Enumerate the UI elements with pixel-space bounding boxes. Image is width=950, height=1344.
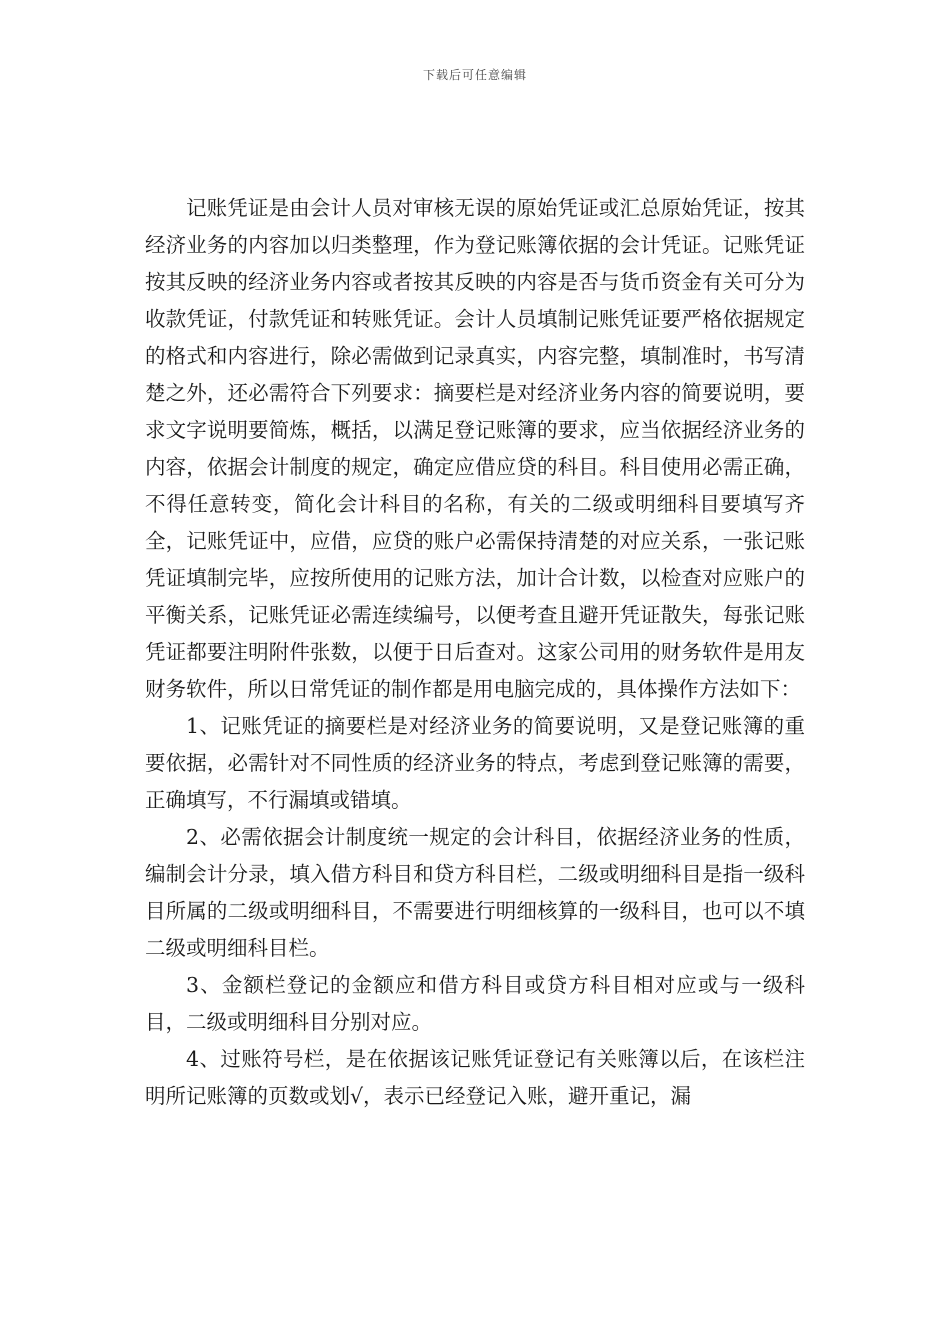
page-header: 下载后可任意编辑 xyxy=(422,68,527,82)
paragraph-intro: 记账凭证是由会计人员对审核无误的原始凭证或汇总原始凭证，按其经济业务的内容加以归类整理，作为登记账簿依据的会计凭证。记账凭证按其反映的经济业务内容或者按其反映的内容是否与货币资金有关可分为收款凭证，付款凭证和转账凭证。会计人员填制记账凭证要严格依据规定的格式和内容进行，除必需做到记录真实，内容完整，填制准时，书写清楚之外，还必需符合下列要求：摘要栏是对经济业务内容的简要说明，要求文字说明要简炼，概括，以满足登记账簿的要求，应当依据经济业务的内容，依据会计制度的规定，确定应借应贷的科目。科目使用必需正确，不得任意转变，简化会计科目的名称，有关的二级或明细科目要填写齐全，记账凭证中，应借，应贷的账户必需保持清楚的对应关系，一张记账凭证填制完毕，应按所使用的记账方法，加计合计数，以检查对应账户的平衡关系，记账凭证必需连续编号，以便考查且避开凭证散失，每张记账凭证都要注明附件张数，以便于日后查对。这家公司用的财务软件是用友财务软件，所以日常凭证的制作都是用电脑完成的，具体操作方法如下： xyxy=(145,196,805,701)
document-body xyxy=(145,190,805,1115)
paragraph-item-4: 4、过账符号栏，是在依据该记账凭证登记有关账簿以后，在该栏注明所记账簿的页数或划√，表示已经登记入账，避开重记，漏 xyxy=(145,1047,805,1108)
paragraph-item-1: 1、记账凭证的摘要栏是对经济业务的简要说明，又是登记账簿的重要依据，必需针对不同性质的经济业务的特点，考虑到登记账簿的需要，正确填写，不行漏填或错填。 xyxy=(145,714,805,812)
paragraph-item-3: 3、金额栏登记的金额应和借方科目或贷方科目相对应或与一级科目，二级或明细科目分别对应。 xyxy=(145,973,805,1034)
paragraph-item-2: 2、必需依据会计制度统一规定的会计科目，依据经济业务的性质，编制会计分录，填入借方科目和贷方科目栏，二级或明细科目是指一级科目所属的二级或明细科目，不需要进行明细核算的一级科目，也可以不填二级或明细科目栏。 xyxy=(145,825,805,960)
